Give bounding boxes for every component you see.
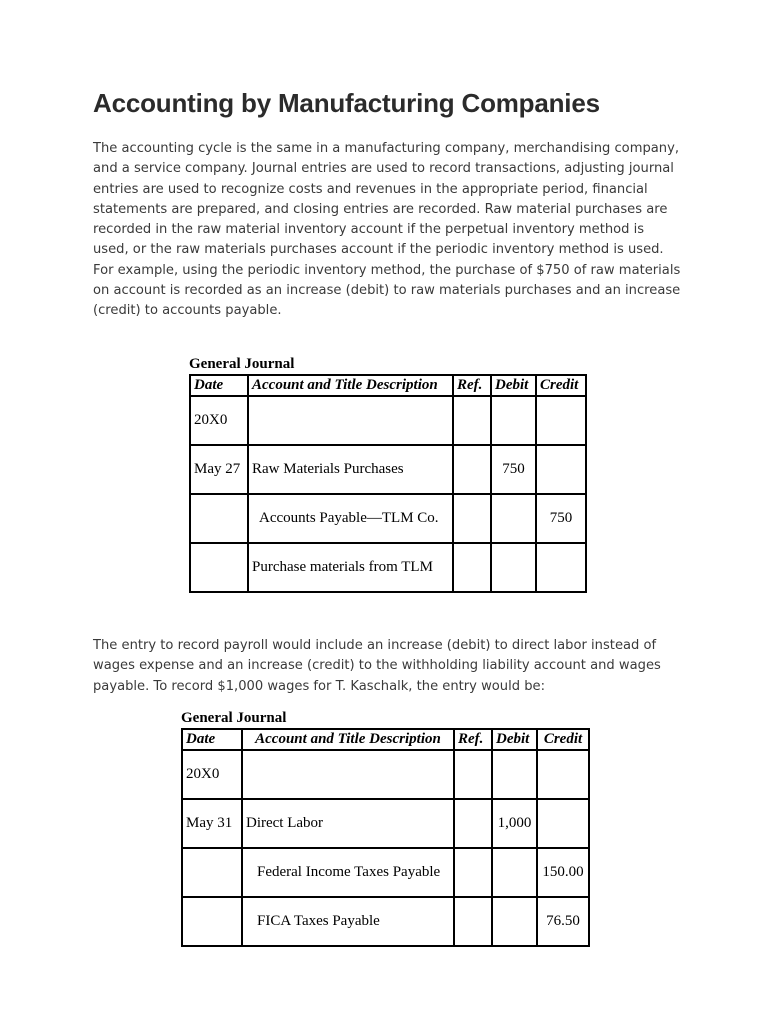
cell-account: Federal Income Taxes Payable bbox=[242, 848, 454, 897]
cell-account bbox=[242, 750, 454, 799]
cell-account: Accounts Payable—TLM Co. bbox=[248, 494, 453, 543]
intro-paragraph: The accounting cycle is the same in a manufacturing company, merchandising company, and a service company. Journal entries are used to record transactions, adjusting journal entries are used to recognize costs and revenues in the appropriate period, financial statements are prepared, and closing entries are recorded. Raw material purchases are recorded in the raw material inventory account if the perpetual inventory method is used, or the raw materials purchases account if the periodic inventory method is used. For example, using the periodic inventory method, the purchase of $750 of raw materials on account is recorded as an increase (debit) to raw materials purchases and an increase (credit) to accounts payable. bbox=[93, 141, 681, 319]
cell-debit bbox=[491, 543, 536, 592]
cell-ref bbox=[453, 494, 491, 543]
cell-date bbox=[190, 494, 248, 543]
header-debit: Debit bbox=[491, 375, 536, 396]
cell-ref bbox=[453, 445, 491, 494]
table-row bbox=[182, 897, 589, 946]
cell-ref bbox=[453, 543, 491, 592]
journal-title: General Journal bbox=[189, 356, 295, 372]
cell-ref bbox=[454, 750, 492, 799]
table-row bbox=[182, 750, 589, 799]
cell-ref bbox=[454, 848, 492, 897]
cell-credit: 76.50 bbox=[537, 897, 589, 946]
page-title: Accounting by Manufacturing Companies bbox=[93, 88, 600, 118]
cell-account bbox=[248, 396, 453, 445]
header-ref: Ref. bbox=[454, 729, 492, 750]
header-date: Date bbox=[182, 729, 242, 750]
table-row bbox=[190, 494, 586, 543]
journal-header-row bbox=[182, 729, 589, 750]
general-journal-payroll bbox=[181, 709, 590, 947]
header-credit: Credit bbox=[536, 375, 586, 396]
cell-credit bbox=[536, 445, 586, 494]
journal-title: General Journal bbox=[181, 710, 287, 726]
header-date: Date bbox=[190, 375, 248, 396]
cell-credit: 150.00 bbox=[537, 848, 589, 897]
cell-date bbox=[190, 543, 248, 592]
header-account: Account and Title Description bbox=[248, 375, 453, 396]
header-debit: Debit bbox=[492, 729, 537, 750]
table-row bbox=[190, 543, 586, 592]
cell-date: May 31 bbox=[182, 799, 242, 848]
cell-account: Direct Labor bbox=[242, 799, 454, 848]
cell-credit bbox=[536, 543, 586, 592]
cell-debit bbox=[492, 897, 537, 946]
payroll-paragraph: The entry to record payroll would include an increase (debit) to direct labor instead of wages expense and an increase (credit) to the withholding liability account and wages payable. To record $1,000 wages for T. Kaschalk, the entry would be: bbox=[93, 638, 661, 694]
header-credit: Credit bbox=[537, 729, 589, 750]
cell-debit: 1,000 bbox=[492, 799, 537, 848]
table-row bbox=[190, 396, 586, 445]
journal-table bbox=[189, 374, 587, 593]
cell-date: 20X0 bbox=[182, 750, 242, 799]
general-journal-purchases bbox=[189, 355, 587, 593]
cell-date: May 27 bbox=[190, 445, 248, 494]
table-row bbox=[190, 445, 586, 494]
cell-debit bbox=[491, 396, 536, 445]
cell-account: Raw Materials Purchases bbox=[248, 445, 453, 494]
cell-credit bbox=[536, 396, 586, 445]
journal-table bbox=[181, 728, 590, 947]
cell-debit bbox=[492, 848, 537, 897]
table-row bbox=[182, 848, 589, 897]
cell-credit: 750 bbox=[536, 494, 586, 543]
cell-debit: 750 bbox=[491, 445, 536, 494]
cell-account: Purchase materials from TLM bbox=[248, 543, 453, 592]
cell-credit bbox=[537, 799, 589, 848]
journal-header-row bbox=[190, 375, 586, 396]
cell-date: 20X0 bbox=[190, 396, 248, 445]
cell-ref bbox=[454, 897, 492, 946]
cell-debit bbox=[491, 494, 536, 543]
cell-ref bbox=[454, 799, 492, 848]
cell-credit bbox=[537, 750, 589, 799]
cell-account: FICA Taxes Payable bbox=[242, 897, 454, 946]
table-row bbox=[182, 799, 589, 848]
cell-date bbox=[182, 848, 242, 897]
cell-ref bbox=[453, 396, 491, 445]
cell-date bbox=[182, 897, 242, 946]
header-account: Account and Title Description bbox=[242, 729, 454, 750]
cell-debit bbox=[492, 750, 537, 799]
header-ref: Ref. bbox=[453, 375, 491, 396]
